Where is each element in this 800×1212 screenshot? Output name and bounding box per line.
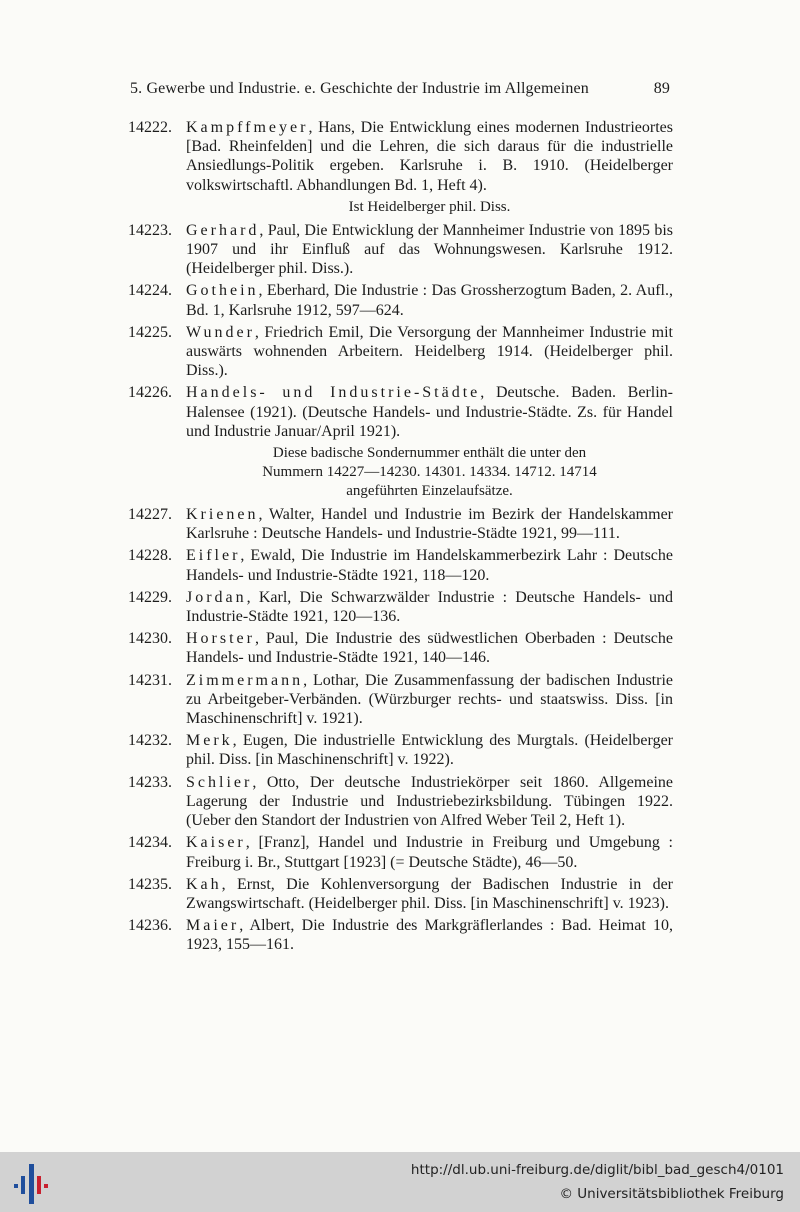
entry-author: Eifler bbox=[186, 547, 241, 565]
entry-body bbox=[186, 731, 673, 769]
entry-note: Ist Heidelberger phil. Diss. bbox=[348, 198, 511, 215]
bibliography-entry bbox=[128, 118, 673, 195]
bibliography-entry bbox=[128, 323, 673, 381]
entry-text: , Deutsche. Baden. Berlin-Halensee (1921). (Deutsche Handels- und Industrie-Städte. Zs. für Handel und Industrie Januar/April 1921). bbox=[186, 384, 673, 440]
source-url-link[interactable]: http://dl.ub.uni-freiburg.de/diglit/bibl_bad_gesch4/0101 bbox=[410, 1162, 784, 1178]
bibliography-entry bbox=[128, 281, 673, 319]
entry-text: , Otto, Der deutsche Industriekörper seit 1860. Allgemeine Lagerung der Industrie und Industriebezirksbildung. Tübingen 1922. (Ueber den Standort der Industrien von Alfred Weber Teil 2, Heft 1). bbox=[186, 773, 673, 830]
bibliography-entry bbox=[128, 221, 673, 279]
entry-author: Handels- und Industrie-Städte bbox=[186, 384, 481, 402]
footer-bar bbox=[0, 1152, 800, 1212]
entry-body bbox=[186, 875, 673, 913]
entry-number: 14235. bbox=[128, 875, 172, 893]
entry-body bbox=[186, 323, 673, 381]
entry-author: Kaiser bbox=[186, 834, 246, 852]
entry-number: 14222. bbox=[128, 119, 172, 136]
page-number: 89 bbox=[653, 80, 670, 97]
bibliography-entry bbox=[128, 773, 673, 831]
entry-number: 14232. bbox=[128, 732, 172, 750]
entry-text: , Friedrich Emil, Die Versorgung der Mannheimer Industrie mit auswärts wohnenden Arbeitern. Heidelberg 1914. (Heidelberger phil. Diss.). bbox=[186, 323, 673, 380]
entry-number: 14230. bbox=[128, 630, 172, 648]
bibliography-entry bbox=[128, 875, 673, 913]
bibliography-entry bbox=[128, 833, 673, 871]
entry-body bbox=[186, 671, 673, 729]
entry-text: , Paul, Die Industrie des südwestlichen Oberbaden : Deutsche Handels- und Industrie-Städte 1921, 140—146. bbox=[186, 630, 673, 667]
entry-text: , Walter, Handel und Industrie im Bezirk der Handelskammer Karlsruhe : Deutsche Handels- und Industrie-Städte 1921, 99—111. bbox=[186, 506, 673, 543]
entry-text: , Eberhard, Die Industrie : Das Grossherzogtum Baden, 2. Aufl., Bd. 1, Karlsruhe 1912, 597—624. bbox=[186, 282, 673, 319]
chapter-title: 5. Gewerbe und Industrie. e. Geschichte der Industrie im Allgemeinen bbox=[130, 80, 589, 97]
entry-author: Gothein bbox=[186, 282, 259, 300]
entry-text: , Lothar, Die Zusammenfassung der badischen Industrie zu Arbeitgeber-Verbänden. (Würzburger rechts- und staatswiss. Diss. [in Maschinenschrift] v. 1921). bbox=[186, 671, 673, 728]
entry-number: 14233. bbox=[128, 773, 172, 791]
entry-number: 14223. bbox=[128, 221, 172, 239]
entry-number: 14225. bbox=[128, 323, 172, 341]
entry-number: 14224. bbox=[128, 282, 172, 300]
bibliography-entry bbox=[128, 383, 673, 441]
entry-author: Jordan bbox=[186, 588, 247, 606]
entry-number: 14229. bbox=[128, 588, 172, 606]
entry-text: , [Franz], Handel und Industrie in Freiburg und Umgebung : Freiburg i. Br., Stuttgart [1923] (= Deutsche Städte), 46—50. bbox=[186, 834, 673, 871]
entry-author: Schlier bbox=[186, 773, 253, 791]
entry-body bbox=[186, 916, 673, 954]
entry-text: , Paul, Die Entwicklung der Mannheimer Industrie von 1895 bis 1907 und ihr Einfluß auf das Wohnungswesen. Karlsruhe 1912. (Heidelberger phil. Diss.). bbox=[186, 221, 673, 278]
copyright-text: © Universitätsbibliothek Freiburg bbox=[559, 1186, 784, 1202]
entry-body bbox=[186, 505, 673, 543]
entry-number: 14228. bbox=[128, 547, 172, 565]
entry-author: Krienen bbox=[186, 506, 259, 524]
entry-number: 14234. bbox=[128, 834, 172, 852]
entry-author: Kah bbox=[186, 875, 222, 893]
entry-author: Zimmermann bbox=[186, 671, 304, 689]
bibliography-entry bbox=[128, 731, 673, 769]
ub-freiburg-logo-icon[interactable] bbox=[10, 1162, 54, 1206]
entry-note: Diese badische Sondernummer enthält die unter den Nummern 14227—14230. 14301. 14334. 14712. 14714 angeführten Einzelaufsätze. bbox=[262, 445, 597, 500]
entry-body bbox=[186, 118, 673, 195]
entry-author: Horster bbox=[186, 630, 255, 648]
entry-body bbox=[186, 588, 673, 626]
entry-body bbox=[186, 629, 673, 667]
entry-number: 14226. bbox=[128, 384, 172, 402]
entry-body bbox=[186, 833, 673, 871]
entry-number: 14231. bbox=[128, 671, 172, 689]
bibliography-entry bbox=[128, 916, 673, 954]
entry-body bbox=[186, 546, 673, 584]
entry-number: 14227. bbox=[128, 506, 172, 524]
entry-text: , Albert, Die Industrie des Markgräflerlandes : Bad. Heimat 10, 1923, 155—161. bbox=[186, 917, 673, 954]
bibliography-entry bbox=[128, 505, 673, 543]
entry-text: , Hans, Die Entwicklung eines modernen Industrieortes [Bad. Rheinfelden] und die Lehren, die sich daraus für die industrielle Ansiedlungs-Politik ergeben. Karlsruhe i. B. 1910. (Heidelberger volkswirtschaftl. Abhandlungen Bd. 1, Heft 4). bbox=[186, 119, 673, 194]
entry-text: , Ewald, Die Industrie im Handelskammerbezirk Lahr : Deutsche Handels- und Industrie-Städte 1921, 118—120. bbox=[186, 547, 673, 584]
bibliography-entry bbox=[128, 629, 673, 667]
bibliography-entry bbox=[128, 588, 673, 626]
entry-text: , Karl, Die Schwarzwälder Industrie : Deutsche Handels- und Industrie-Städte 1921, 120—136. bbox=[186, 588, 673, 626]
entry-body bbox=[186, 281, 673, 319]
entry-body bbox=[186, 383, 673, 441]
entry-number: 14236. bbox=[128, 917, 172, 935]
bibliography-entry bbox=[128, 671, 673, 729]
entry-author: Merk bbox=[186, 732, 233, 750]
entry-body bbox=[186, 221, 673, 279]
entry-text: , Eugen, Die industrielle Entwicklung des Murgtals. (Heidelberger phil. Diss. [in Maschinenschrift] v. 1922). bbox=[186, 732, 673, 769]
running-head bbox=[130, 80, 670, 98]
entry-text: , Ernst, Die Kohlenversorgung der Badischen Industrie in der Zwangswirtschaft. (Heidelberger phil. Diss. [in Maschinenschrift] v. 1923). bbox=[186, 875, 673, 912]
entry-author: Kampffmeyer bbox=[186, 119, 309, 136]
bibliography-entry bbox=[128, 546, 673, 584]
bibliography-list bbox=[128, 118, 673, 958]
entry-body bbox=[186, 773, 673, 831]
entry-author: Wunder bbox=[186, 323, 255, 341]
entry-author: Maier bbox=[186, 917, 240, 935]
entry-author: Gerhard bbox=[186, 221, 260, 239]
